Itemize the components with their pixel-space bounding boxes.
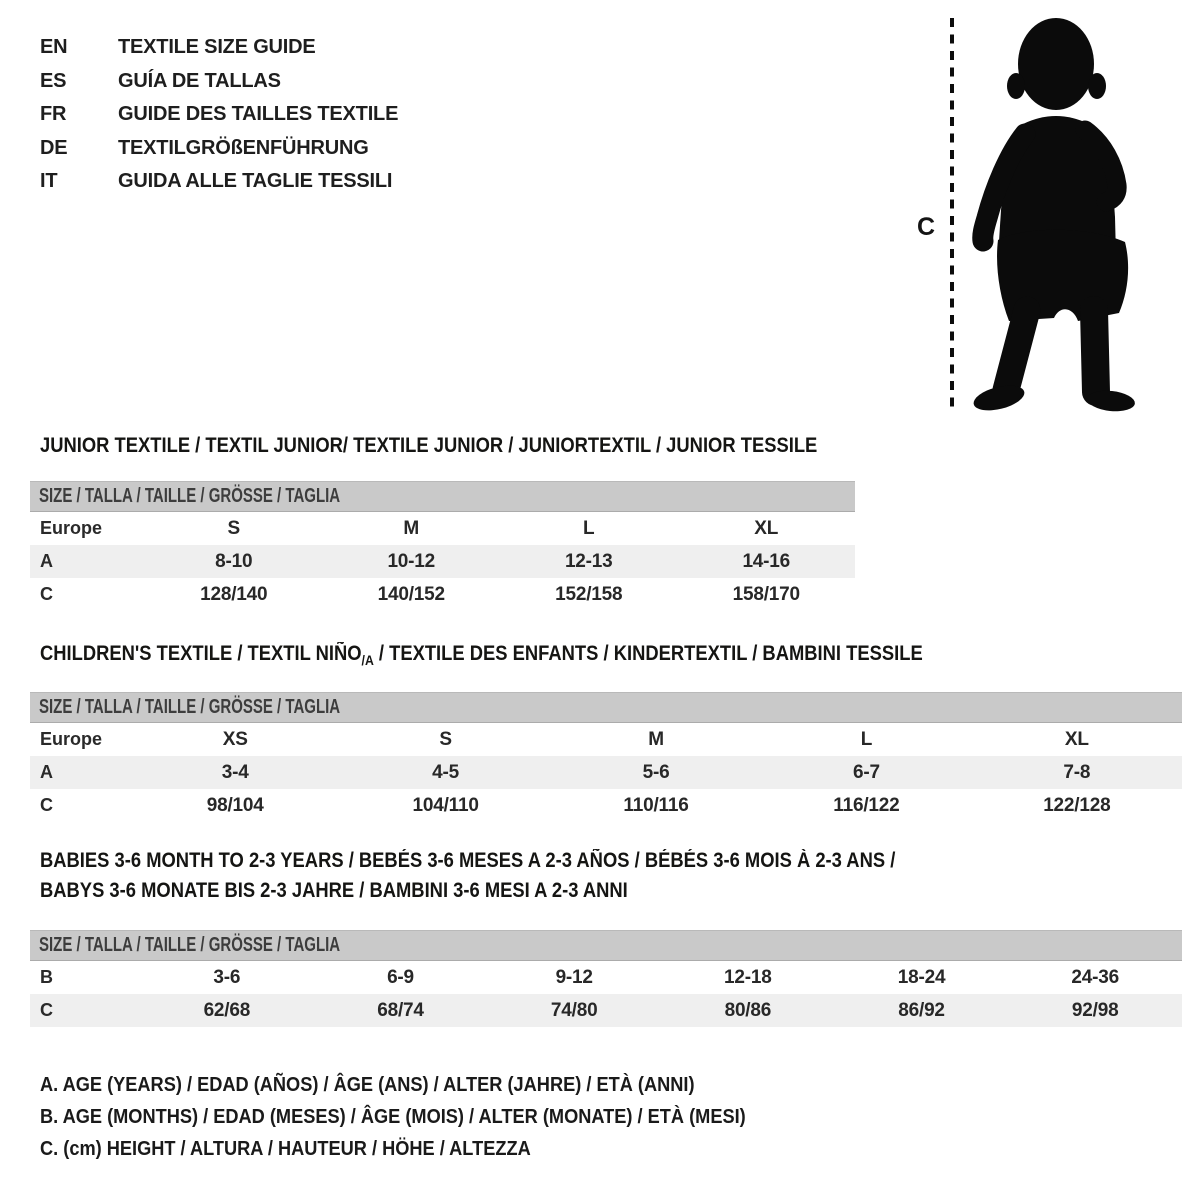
table-row-age [30, 545, 855, 578]
age-months-value: 6-9 [387, 966, 414, 988]
age-months-value: 18-24 [897, 966, 946, 988]
language-code: FR [40, 103, 67, 126]
size-value: L [583, 517, 595, 539]
age-value: 14-16 [742, 550, 791, 572]
language-title: TEXTILGRÖßENFÜHRUNG [118, 136, 369, 159]
size-value: XL [754, 517, 779, 539]
children-size-table [30, 692, 1182, 822]
age-value: 12-13 [564, 550, 613, 572]
row-label: C [40, 584, 53, 604]
junior-size-header-bar [30, 481, 855, 512]
row-label: Europe [40, 518, 103, 538]
language-title: GUIDA ALLE TAGLIE TESSILI [118, 170, 393, 193]
age-value: 6-7 [852, 761, 880, 783]
children-title-pre: CHILDREN'S TEXTILE / TEXTIL NIÑO [40, 642, 362, 665]
age-value: 7-8 [1063, 761, 1091, 783]
table-row-height [30, 994, 1182, 1027]
height-value: 86/92 [898, 999, 945, 1021]
language-row-en [40, 31, 398, 65]
size-value: M [403, 517, 420, 539]
language-title: GUÍA DE TALLAS [118, 69, 281, 92]
babies-title-line1: BABIES 3-6 MONTH TO 2-3 YEARS / BEBÉS 3-6 MESES A 2-3 AÑOS / BÉBÉS 3-6 MOIS À 2-3 ANS / [40, 849, 896, 872]
junior-size-table [30, 481, 855, 611]
language-code: ES [40, 69, 67, 92]
height-value: 68/74 [377, 999, 424, 1021]
age-value: 10-12 [387, 550, 436, 572]
row-label: C [40, 795, 53, 815]
language-row-es [40, 65, 398, 99]
height-value: 122/128 [1043, 794, 1111, 816]
size-value: M [648, 728, 664, 750]
size-value: L [860, 728, 873, 750]
age-months-value: 24-36 [1071, 966, 1119, 988]
height-value: 152/158 [555, 583, 623, 605]
age-months-value: 3-6 [213, 966, 241, 988]
language-code: EN [40, 36, 68, 59]
row-label: A [40, 551, 53, 571]
babies-size-table [30, 930, 1182, 1027]
height-value: 158/170 [732, 583, 800, 605]
row-label: Europe [40, 729, 103, 749]
height-value: 80/86 [724, 999, 772, 1021]
height-measure-label: C [916, 213, 936, 241]
table-row-age-months [30, 961, 1182, 994]
size-value: S [227, 517, 240, 539]
language-code: IT [40, 170, 58, 193]
row-label: A [40, 762, 53, 782]
size-header-text: SIZE / TALLA / TAILLE / GRÖSSE / TAGLIA [39, 485, 341, 507]
age-value: 3-4 [221, 761, 249, 783]
age-months-value: 12-18 [724, 966, 772, 988]
size-header-text: SIZE / TALLA / TAILLE / GRÖSSE / TAGLIA [39, 696, 341, 718]
junior-section-title-text: JUNIOR TEXTILE / TEXTIL JUNIOR/ TEXTILE JUNIOR / JUNIORTEXTIL / JUNIOR TESSILE [40, 434, 818, 457]
language-title: TEXTILE SIZE GUIDE [118, 36, 316, 59]
language-row-it [40, 165, 398, 199]
table-row-age [30, 756, 1182, 789]
children-section-title-text [40, 642, 923, 668]
children-title-post: / TEXTILE DES ENFANTS / KINDERTEXTIL / BAMBINI TESSILE [373, 642, 923, 665]
toddler-silhouette [935, 12, 1140, 422]
junior-section-title [40, 434, 928, 458]
height-value: 116/122 [833, 794, 900, 816]
height-value: 128/140 [200, 583, 268, 605]
language-code: DE [40, 136, 68, 159]
age-months-value: 9-12 [555, 966, 593, 988]
babies-size-header-bar [30, 930, 1182, 961]
children-size-header-bar [30, 692, 1182, 723]
height-value: 104/110 [412, 794, 479, 816]
toddler-figure [935, 12, 1140, 422]
silhouette-leg-right [1094, 310, 1096, 392]
legend [40, 1069, 816, 1165]
age-value: 4-5 [432, 761, 460, 783]
age-value: 5-6 [642, 761, 670, 783]
babies-title-line2: BABYS 3-6 MONATE BIS 2-3 JAHRE / BAMBINI 3-6 MESI A 2-3 ANNI [40, 879, 628, 902]
silhouette-head [1018, 18, 1094, 110]
table-row-height [30, 578, 855, 611]
height-value: 62/68 [203, 999, 251, 1021]
height-value: 74/80 [550, 999, 598, 1021]
height-value: 110/116 [623, 794, 689, 816]
legend-line-b: B. AGE (MONTHS) / EDAD (MESES) / ÂGE (MOIS) / ALTER (MONATE) / ETÀ (MESI) [40, 1106, 746, 1128]
size-value: S [439, 728, 452, 750]
language-title-list [40, 31, 398, 199]
language-title: GUIDE DES TAILLES TEXTILE [118, 103, 399, 126]
silhouette-leg-left [1006, 310, 1027, 390]
size-value: XS [222, 728, 248, 750]
silhouette-ear-right [1088, 73, 1106, 99]
size-header-text: SIZE / TALLA / TAILLE / GRÖSSE / TAGLIA [39, 934, 341, 956]
table-row-europe [30, 723, 1182, 756]
table-row-height [30, 789, 1182, 822]
size-value: XL [1064, 728, 1089, 750]
silhouette-ear-left [1007, 73, 1025, 99]
height-value: 92/98 [1071, 999, 1119, 1021]
row-label: B [40, 967, 53, 987]
legend-line-a: A. AGE (YEARS) / EDAD (AÑOS) / ÂGE (ANS) / ALTER (JAHRE) / ETÀ (ANNI) [40, 1074, 695, 1096]
table-row-europe [30, 512, 855, 545]
children-section-title [40, 642, 1049, 668]
height-value: 140/152 [377, 583, 445, 605]
language-row-de [40, 132, 398, 166]
children-title-sub: /A [361, 652, 374, 668]
language-row-fr [40, 98, 398, 132]
babies-section-title [40, 846, 1018, 906]
row-label: C [40, 1000, 53, 1020]
age-value: 8-10 [215, 550, 253, 572]
height-value: 98/104 [206, 794, 264, 816]
legend-line-c: C. (cm) HEIGHT / ALTURA / HAUTEUR / HÖHE / ALTEZZA [40, 1138, 531, 1160]
